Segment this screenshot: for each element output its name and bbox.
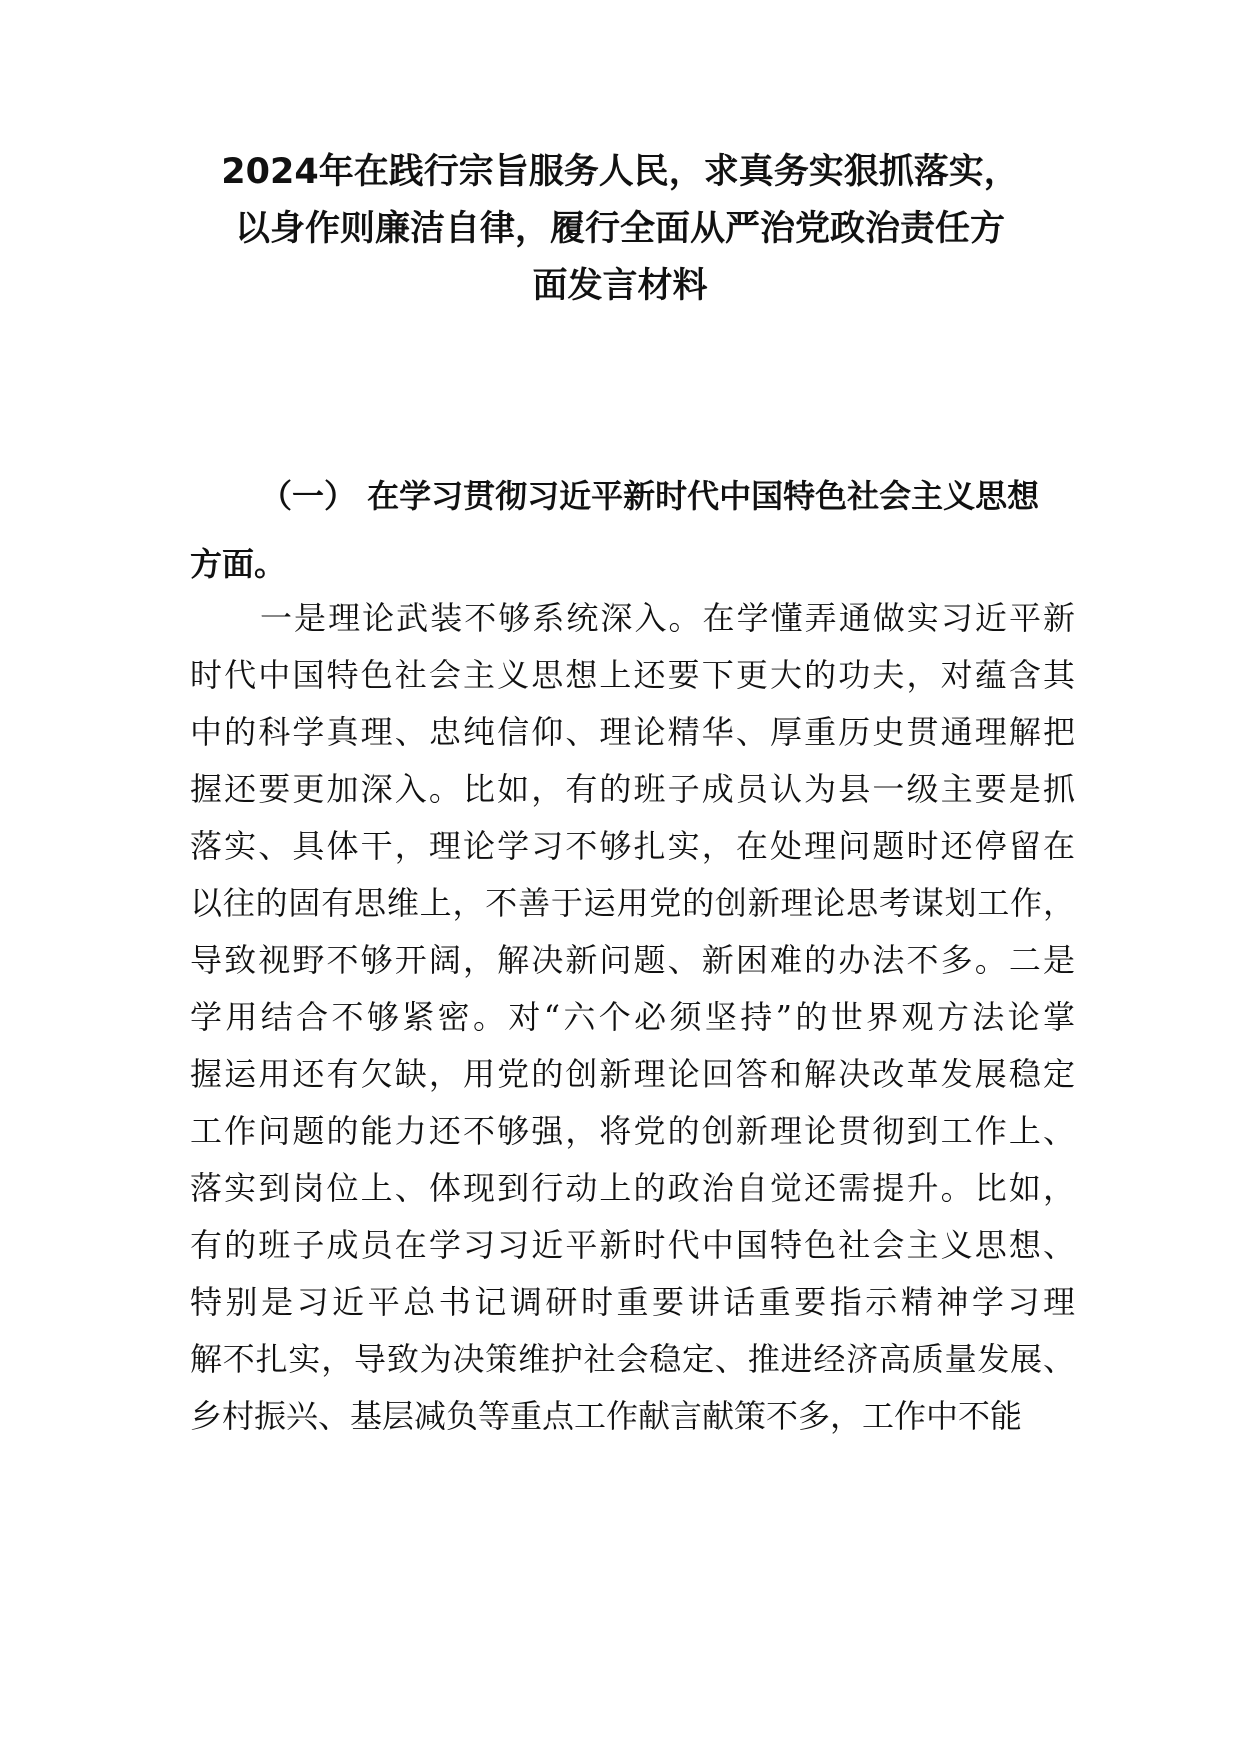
body-line: 时代中国特色社会主义思想上还要下更大的功夫，对蕴含其 bbox=[190, 656, 1075, 694]
title-line-3: 面发言材料 bbox=[532, 266, 708, 306]
body-line: 以往的固有思维上，不善于运用党的创新理论思考谋划工作， bbox=[190, 884, 1075, 922]
section-heading: （一） 在学习贯彻习近平新时代中国特色社会主义思想方面。 bbox=[190, 477, 1040, 583]
body-line: 导致视野不够开阔，解决新问题、新困难的办法不多。二是 bbox=[190, 941, 1075, 979]
body-line: 握还要更加深入。比如，有的班子成员认为县一级主要是抓 bbox=[190, 770, 1075, 808]
document-title bbox=[150, 148, 1090, 319]
body-line: 工作问题的能力还不够强，将党的创新理论贯彻到工作上、 bbox=[190, 1112, 1075, 1150]
body-line: 落实、具体干，理论学习不够扎实，在处理问题时还停留在 bbox=[190, 827, 1075, 865]
body-line: 落实到岗位上、体现到行动上的政治自觉还需提升。比如， bbox=[190, 1169, 1075, 1207]
body-line: 有的班子成员在学习习近平新时代中国特色社会主义思想、 bbox=[190, 1226, 1075, 1264]
body-line: 握运用还有欠缺，用党的创新理论回答和解决改革发展稳定 bbox=[190, 1055, 1075, 1093]
body-line: 乡村振兴、基层减负等重点工作献言献策不多，工作中不能 bbox=[190, 1397, 1023, 1435]
body-paragraph bbox=[190, 590, 1075, 1445]
title-line-2: 以身作则廉洁自律，履行全面从严治党政治责任方 bbox=[234, 209, 1005, 249]
body-line: 一是理论武装不够系统深入。在学懂弄通做实习近平新 bbox=[260, 599, 1075, 637]
body-line: 学用结合不够紧密。对“六个必须坚持”的世界观方法论掌 bbox=[190, 998, 1075, 1036]
body-line: 解不扎实，导致为决策维护社会稳定、推进经济高质量发展、 bbox=[190, 1340, 1075, 1378]
body-line: 中的科学真理、忠纯信仰、理论精华、厚重历史贯通理解把 bbox=[190, 713, 1075, 751]
body-line: 特别是习近平总书记调研时重要讲话重要指示精神学习理 bbox=[190, 1283, 1075, 1321]
title-line-1: 2024年在践行宗旨服务人民，求真务实狠抓落实， bbox=[221, 152, 1019, 192]
